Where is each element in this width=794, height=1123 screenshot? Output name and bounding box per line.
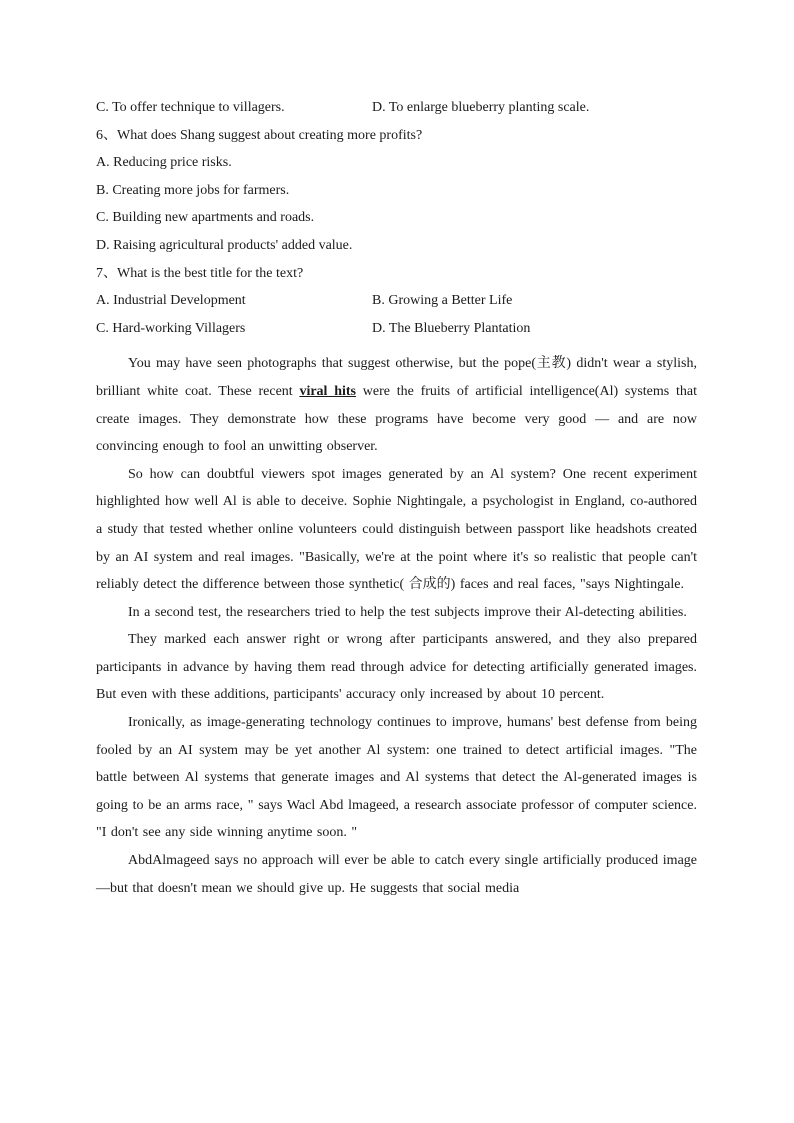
passage-paragraph-1: [96, 350, 697, 460]
q7-option-d[interactable]: D. The Blueberry Plantation: [372, 320, 531, 336]
p1-cjk-gloss: 主教: [536, 355, 567, 372]
p1-text-before: You may have seen photographs that suggest otherwise, but the pope(: [128, 356, 537, 372]
p2-text-after: ) faces and real faces, "says Nightingale.: [450, 577, 684, 593]
q7-option-c[interactable]: C. Hard-working Villagers: [96, 320, 246, 336]
q7-stem: 7、What is the best title for the text?: [96, 265, 304, 281]
passage-paragraph-5: Ironically, as image-generating technology continues to improve, humans' best defense from being fooled by an AI system may be yet another Al system: one trained to detect artificial images. "The battle between Al systems that generate images and Al systems that detect the Al-generated images is going to be an arms race, " says Wacl Abd lmageed, a research associate professor of computer science. "I don't see any side winning anytime soon. ": [96, 715, 697, 841]
passage-paragraph-2: [96, 461, 697, 599]
q5-option-c[interactable]: C. To offer technique to villagers.: [96, 100, 285, 115]
q6-option-d[interactable]: D. Raising agricultural products' added value.: [96, 237, 353, 253]
q6-option-b[interactable]: B. Creating more jobs for farmers.: [96, 182, 290, 198]
q7-options-ab: [96, 287, 697, 315]
p2-text-before: So how can doubtful viewers spot images generated by an Al system? One recent experiment highlighted how well Al is able to deceive. Sophie Nightingale, a psychologist in England, co-authored a study that tested whether online volunteers could distinguish between passport like headshots created by an AI system and real images. "Basically, we're at the point where it's so realistic that people can't reliably detect the difference between those synthetic(: [96, 466, 697, 593]
q5-options-cd: [96, 94, 697, 122]
passage-paragraph-4: They marked each answer right or wrong after participants answered, and they also prepared participants in advance by having them read through advice for detecting artificially generated images. But even with these additions, participants' accuracy only increased by about 10 percent.: [96, 632, 697, 703]
q5-option-d[interactable]: D. To enlarge blueberry planting scale.: [372, 100, 590, 115]
q6-stem: 6、What does Shang suggest about creating more profits?: [96, 127, 423, 143]
p2-cjk-gloss: 合成的: [408, 576, 451, 593]
passage-paragraph-3: In a second test, the researchers tried to help the test subjects improve their Al-detecting abilities.: [128, 604, 687, 620]
p1-text-mid: ) didn't wear a stylish, brilliant white coat. These recent: [96, 356, 697, 399]
q7-option-a[interactable]: A. Industrial Development: [96, 293, 246, 309]
q6-option-c[interactable]: C. Building new apartments and roads.: [96, 210, 315, 226]
q6-option-a[interactable]: A. Reducing price risks.: [96, 155, 232, 171]
viral-hits-highlight: viral hits: [299, 383, 356, 399]
reading-passage: [96, 350, 697, 902]
q7-option-b[interactable]: B. Growing a Better Life: [372, 293, 513, 309]
q7-options-cd: [96, 315, 697, 343]
passage-paragraph-6: AbdAlmageed says no approach will ever be able to catch every single artificially produced image —but that doesn't mean we should give up. He suggests that social media: [96, 853, 697, 896]
p1-text-after: were the fruits of artificial intelligence(Al) systems that create images. They demonstrate how these programs have become very good — and are now convincing enough to fool an unwitting observer.: [96, 383, 697, 455]
document-page: [96, 94, 697, 902]
